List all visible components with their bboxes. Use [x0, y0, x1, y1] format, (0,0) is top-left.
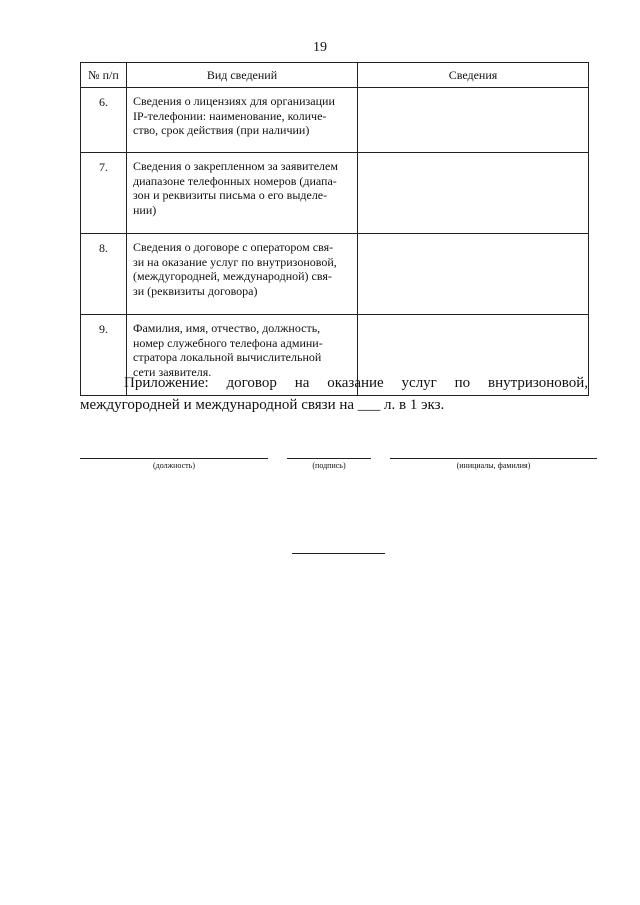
row-number: 8.	[81, 234, 127, 315]
name-signature-line	[390, 458, 597, 459]
table-header-row	[81, 63, 589, 88]
description-line: (междугородней, международной) свя-	[133, 269, 332, 283]
description-line: нии)	[133, 202, 157, 217]
row-number: 7.	[81, 153, 127, 234]
description-line: сети заявителя.	[133, 364, 212, 379]
signature-line	[287, 458, 371, 459]
description-line: зи на оказание услуг по внутризоновой,	[133, 254, 337, 269]
table-row	[81, 153, 589, 234]
header-number: № п/п	[81, 63, 127, 88]
description-line: ство, срок действия (при наличии)	[133, 123, 310, 137]
row-value-cell	[358, 88, 589, 153]
table-row	[81, 234, 589, 315]
description-line: Сведения о договоре с оператором свя-	[133, 240, 334, 254]
row-description	[127, 153, 358, 234]
description-line: номер служебного телефона админи-	[133, 335, 323, 350]
description-line: диапазоне телефонных номеров (диапа-	[133, 173, 337, 188]
info-table	[80, 62, 589, 396]
description-line: Сведения о закрепленном за заявителем	[133, 159, 338, 173]
description-line: стратора локальной вычислительной	[133, 350, 322, 364]
appendix-paragraph: Приложение: договор на оказание услуг по внутризоновой, междугородней и международной связи на ___ л. в 1 экз.	[80, 375, 588, 413]
row-number: 6.	[81, 88, 127, 153]
description-line: IP-телефонии: наименование, количе-	[133, 108, 327, 123]
row-description	[127, 88, 358, 153]
description-line: зон и реквизиты письма о его выделе-	[133, 188, 328, 202]
description-line: Сведения о лицензиях для организации	[133, 94, 335, 108]
row-value-cell	[358, 153, 589, 234]
row-number: 9.	[81, 315, 127, 396]
name-label: (инициалы, фамилия)	[456, 461, 531, 470]
position-signature-line	[80, 458, 268, 459]
document-end-line	[292, 553, 385, 554]
signature-label: (подпись)	[312, 461, 346, 470]
description-line: зи (реквизиты договора)	[133, 283, 258, 298]
row-description	[127, 234, 358, 315]
page-number: 19	[313, 40, 327, 55]
description-line: Фамилия, имя, отчество, должность,	[133, 321, 321, 335]
row-value-cell	[358, 234, 589, 315]
header-info-type: Вид сведений	[127, 63, 358, 88]
header-info: Сведения	[358, 63, 589, 88]
position-label: (должность)	[153, 461, 195, 470]
table-row	[81, 88, 589, 153]
